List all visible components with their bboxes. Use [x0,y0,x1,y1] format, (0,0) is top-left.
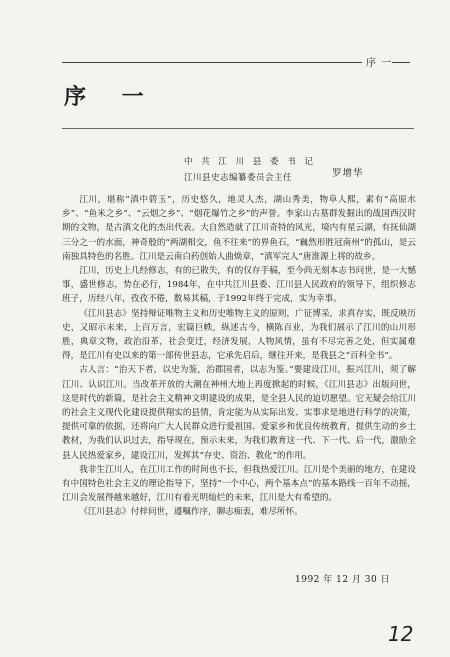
paragraph: 《江川县志》付梓问世，遵嘱作序，聊志痴衷，难尽所怀。 [79,507,303,518]
running-header: 序 一 [366,58,393,69]
paragraph: 我非生江川人，在江川工作的时间也不长，但我热爱江川。江川是个美丽的地方，在建设有中国特色社会主义的理论指导下，坚持“一个中心，两个基本点”的基本路线一百年不动摇，江川会发展得越来越好，江川有着光明灿烂的未来，江川是大有希望的。 [62,464,416,504]
byline-position-1: 中 共 江 川 县 委 书 记 [184,157,316,167]
paragraph: 江川，历史上几经修志，有的已散失，有的仅存手稿，至今尚无刻本志书问世，是一大憾事，盛世修志，势在必行，1984年，在中共江川县委、江川县人民政府的领导下，组织修志班子，历经八年，孜孜不倦，数易其稿，于1992年终于完成，实为幸事。 [62,266,416,305]
header-rule-right [392,62,410,63]
chapter-title: 序 一 [64,84,158,110]
page-number: 12 [388,622,414,646]
paragraph: 古人言：“治天下者，以史为鉴，治郡国者，以志为鉴。”要建设江川，振兴江川，须了解江川、认识江川。当改革开放的大潮在神州大地上再度掀起的时候，《江川县志》出版问世，这是时代的新篇，是社会主义精神文明建设的成果，是全县人民的迫切愿望。它无疑会给江川的社会主义现代化建设提供翔实的县情，肯定能为从实际出发、实事求是地进行科学的决策，提供可靠的依据，还将向广大人民群众进行爱祖国、爱家乡和优良传统教育，提供生动的乡土教材，为我们认识过去，指导现在，预示未来，为我们教育这一代、下一代、后一代，激励全县人民热爱家乡，建设江川，发挥其“存史、资治、教化”的作用。 [62,365,416,461]
header-rule [62,62,362,63]
byline-position-2: 江川县史志编纂委员会主任 [184,173,293,183]
byline [184,154,316,186]
title-rule [62,128,414,129]
signature-date: 1992 年 12 月 30 日 [295,575,391,585]
author-name: 罗增华 [332,168,364,179]
paragraph: 《江川县志》坚持辩证唯物主义和历史唯物主义的原则，广征博采，求真存实，既反映历史，又昭示未来，上百万言，宏篇巨帙，纵述古今，横陈百业，为我们展示了江川的山川形胜，典章文物，政治沿革，社会变迁，经济发展，人物风情，虽有不尽完善之处，但实属难得，是江川有史以来的第一部传世县志，它承先启后，继往开来，是我县之“百科全书”。 [62,308,416,362]
body-text [62,193,416,520]
paragraph: 江川，堪称“滇中碧玉”，历史悠久，地灵人杰，湖山秀美，物阜人熙，素有“高原水乡”、“鱼米之乡”、“云烟之乡”、“烟花爆竹之乡”的声誉。李家山古墓群发掘出的战国西汉时期的文物，是古滇文化的杰出代表。大自然造就了江川奇特的风光，境内有星云湖，有抚仙湖三分之一的水面，神奇般的“两湖相交，鱼不往来”的界鱼石，“巍然形胜冠南州”的孤山，是云南独具特色的名胜。江川是云南白药创始人曲焕章，“滇军完人”唐淮源上将的故乡。 [62,195,416,262]
